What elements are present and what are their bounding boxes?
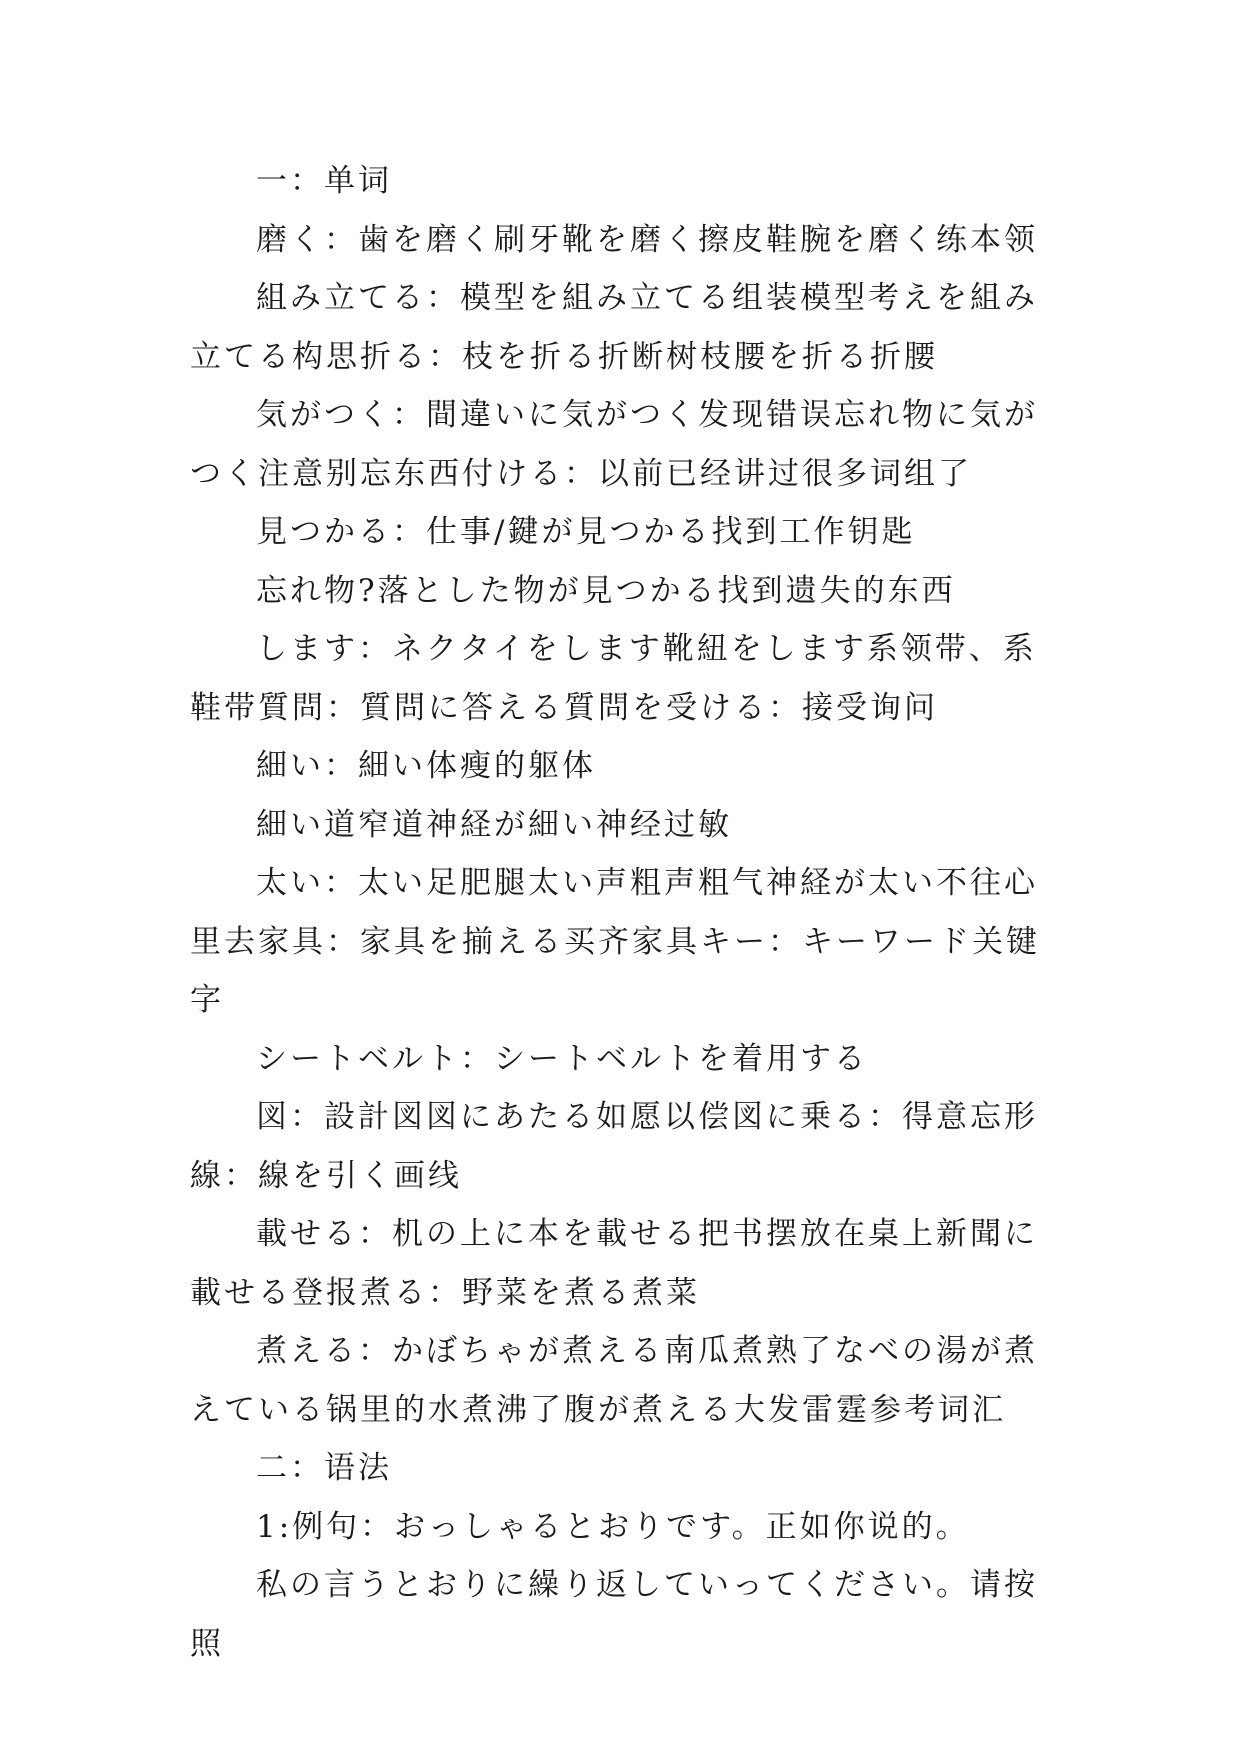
paragraph: シートベルト：シートベルトを着用する — [256, 1040, 868, 1077]
paragraph: 忘れ物?落とした物が見つかる找到遗失的东西 — [256, 572, 956, 609]
paragraph: 見つかる：仕事/鍵が見つかる找到工作钥匙 — [256, 514, 916, 550]
section-heading-vocabulary: 一：单词 — [256, 163, 392, 199]
paragraph: します：ネクタイをします靴紐をします系领带、系鞋带質問：質問に答える質問を受ける：接受询问 — [190, 631, 1037, 726]
paragraph: 載せる：机の上に本を載せる把书摆放在桌上新聞に載せる登报煮る：野菜を煮る煮菜 — [190, 1216, 1038, 1311]
paragraph: 磨く：歯を磨く刷牙靴を磨く擦皮鞋腕を磨く练本领 — [256, 221, 1038, 258]
paragraph: 細い：細い体瘦的躯体 — [256, 748, 596, 784]
paragraph: 私の言うとおりに繰り返していってください。请按照 — [190, 1567, 1038, 1662]
document-body — [190, 152, 1050, 1673]
paragraph: 組み立てる：模型を組み立てる组装模型考えを組み立てる构思折る：枝を折る折断树枝腰を折る折腰 — [190, 280, 1038, 375]
paragraph: 1:例句：おっしゃるとおりです。正如你说的。 — [256, 1508, 970, 1545]
paragraph: 図：設計図図にあたる如愿以偿図に乗る：得意忘形線：線を引く画线 — [190, 1099, 1038, 1194]
paragraph: 細い道窄道神経が細い神经过敏 — [256, 806, 732, 843]
paragraph: 太い：太い足肥腿太い声粗声粗气神経が太い不往心里去家具：家具を揃える买齐家具キー：キーワード关键字 — [190, 865, 1040, 1018]
paragraph: 煮える：かぼちゃが煮える南瓜煮熟了なべの湯が煮えている锅里的水煮沸了腹が煮える大发雷霆参考词汇 — [190, 1333, 1038, 1428]
section-heading-grammar: 二：语法 — [256, 1450, 392, 1486]
paragraph: 気がつく：間違いに気がつく发现错误忘れ物に気がつく注意别忘东西付ける：以前已经讲过很多词组了 — [190, 397, 1038, 492]
